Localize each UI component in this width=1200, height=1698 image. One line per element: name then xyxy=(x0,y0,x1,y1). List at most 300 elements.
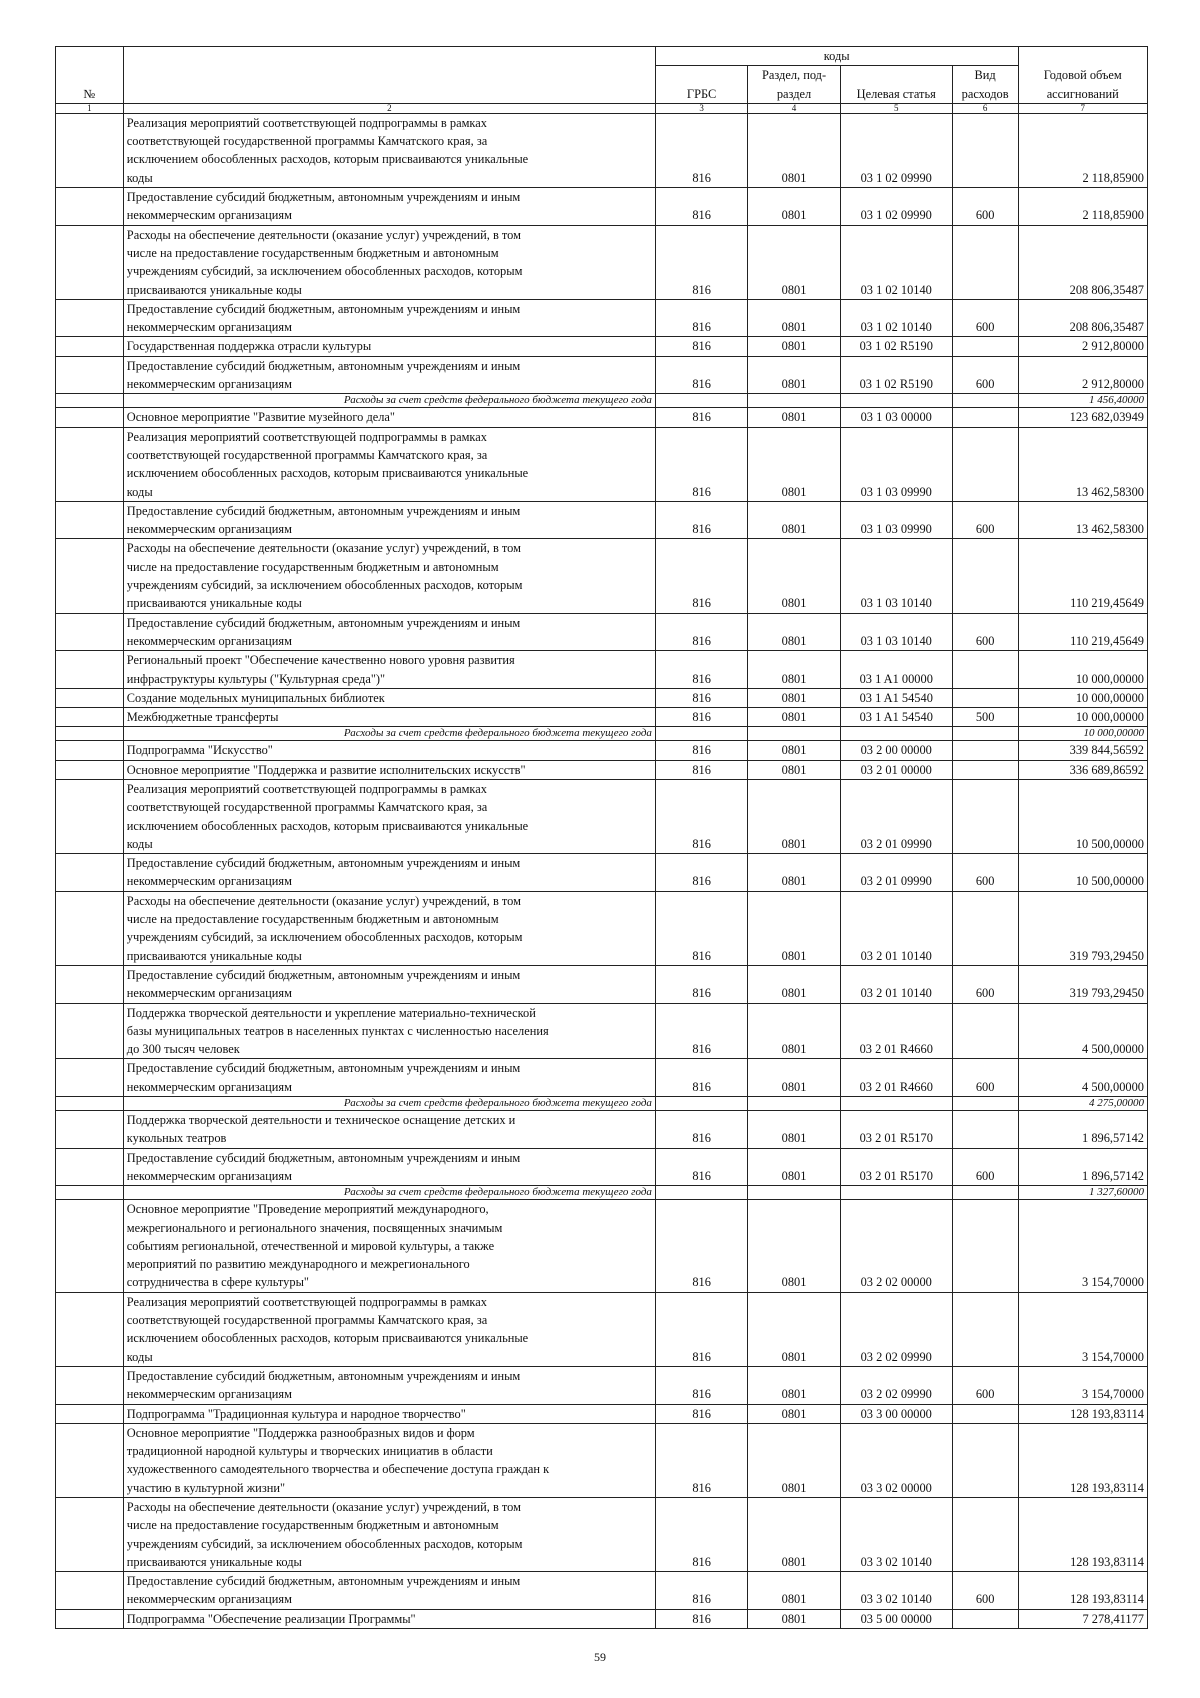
expense-type-cell xyxy=(952,891,1018,965)
grbs-cell: 816 xyxy=(655,1200,747,1293)
expense-type-cell: 600 xyxy=(952,613,1018,651)
row-number-cell xyxy=(56,1186,124,1200)
row-name-cell: Предоставление субсидий бюджетным, автономным учреждениям и иным некоммерческим организациям xyxy=(123,1572,655,1610)
grbs-cell: 816 xyxy=(655,1404,747,1423)
header-annual-volume: Годовой объем ассигнований xyxy=(1018,47,1148,104)
target-article-cell: 03 2 01 R5170 xyxy=(840,1111,952,1149)
target-article-cell: 03 1 03 09990 xyxy=(840,427,952,501)
target-article-cell xyxy=(840,727,952,741)
expense-type-cell xyxy=(952,113,1018,187)
target-article-cell: 03 1 02 09990 xyxy=(840,188,952,226)
section-cell: 0801 xyxy=(748,1366,840,1404)
row-name-cell: Предоставление субсидий бюджетным, автономным учреждениям и иным некоммерческим организациям xyxy=(123,965,655,1003)
row-number-cell xyxy=(56,1059,124,1097)
row-name-cell: Расходы на обеспечение деятельности (оказание услуг) учреждений, в том числе на предоставление государственным бюджетным и автономным учреждениям субсидий, за исключением обособленных расходов, которым присваиваются уникальные коды xyxy=(123,1497,655,1571)
row-number-cell xyxy=(56,356,124,394)
row-name-cell: Основное мероприятие "Развитие музейного дела" xyxy=(123,408,655,427)
row-number-cell xyxy=(56,394,124,408)
table-row xyxy=(56,501,1148,539)
column-number: 7 xyxy=(1018,103,1148,113)
table-row xyxy=(56,1292,1148,1366)
table-row xyxy=(56,854,1148,892)
row-number-cell xyxy=(56,854,124,892)
row-number-cell xyxy=(56,779,124,853)
section-cell: 0801 xyxy=(748,1111,840,1149)
amount-cell: 128 193,83114 xyxy=(1018,1497,1148,1571)
row-number-cell xyxy=(56,760,124,779)
row-number-cell xyxy=(56,1366,124,1404)
row-name-cell: Реализация мероприятий соответствующей подпрограммы в рамках соответствующей государственной программы Камчатского края, за исключением обособленных расходов, которым присваиваются уникальные коды xyxy=(123,427,655,501)
grbs-cell xyxy=(655,394,747,408)
amount-cell: 110 219,45649 xyxy=(1018,539,1148,613)
column-number: 1 xyxy=(56,103,124,113)
header-grbs: ГРБС xyxy=(655,66,747,104)
row-name-cell: Реализация мероприятий соответствующей подпрограммы в рамках соответствующей государственной программы Камчатского края, за исключением обособленных расходов, которым присваиваются уникальные коды xyxy=(123,1292,655,1366)
expense-type-cell: 600 xyxy=(952,356,1018,394)
row-name-cell: Подпрограмма "Традиционная культура и народное творчество" xyxy=(123,1404,655,1423)
row-name-cell: Предоставление субсидий бюджетным, автономным учреждениям и иным некоммерческим организациям xyxy=(123,188,655,226)
row-name-cell: Расходы за счет средств федерального бюджета текущего года xyxy=(123,394,655,408)
section-cell: 0801 xyxy=(748,1609,840,1628)
row-name-cell: Подпрограмма "Искусство" xyxy=(123,741,655,760)
row-number-cell xyxy=(56,1423,124,1497)
amount-cell: 1 896,57142 xyxy=(1018,1148,1148,1186)
expense-type-cell: 600 xyxy=(952,1366,1018,1404)
section-cell xyxy=(748,1186,840,1200)
section-cell: 0801 xyxy=(748,299,840,337)
row-number-cell xyxy=(56,741,124,760)
grbs-cell: 816 xyxy=(655,427,747,501)
row-number-cell xyxy=(56,688,124,707)
row-name-cell: Предоставление субсидий бюджетным, автономным учреждениям и иным некоммерческим организациям xyxy=(123,854,655,892)
row-name-cell: Предоставление субсидий бюджетным, автономным учреждениям и иным некоммерческим организациям xyxy=(123,501,655,539)
row-name-cell: Предоставление субсидий бюджетным, автономным учреждениям и иным некоммерческим организациям xyxy=(123,299,655,337)
table-row xyxy=(56,779,1148,853)
row-number-cell xyxy=(56,113,124,187)
amount-cell: 123 682,03949 xyxy=(1018,408,1148,427)
target-article-cell: 03 1 A1 54540 xyxy=(840,688,952,707)
header-number: № xyxy=(56,47,124,104)
expense-type-cell xyxy=(952,779,1018,853)
row-number-cell xyxy=(56,1148,124,1186)
amount-cell: 1 896,57142 xyxy=(1018,1111,1148,1149)
table-row xyxy=(56,356,1148,394)
amount-cell: 13 462,58300 xyxy=(1018,501,1148,539)
target-article-cell: 03 1 A1 54540 xyxy=(840,708,952,727)
expense-type-cell xyxy=(952,1497,1018,1571)
target-article-cell: 03 1 02 09990 xyxy=(840,113,952,187)
amount-cell: 2 912,80000 xyxy=(1018,337,1148,356)
section-cell: 0801 xyxy=(748,408,840,427)
row-name-cell: Создание модельных муниципальных библиотек xyxy=(123,688,655,707)
expense-type-cell xyxy=(952,1111,1018,1149)
row-number-cell xyxy=(56,1404,124,1423)
budget-table xyxy=(55,46,1148,1629)
row-number-cell xyxy=(56,1200,124,1293)
federal-budget-row xyxy=(56,1097,1148,1111)
row-number-cell xyxy=(56,1572,124,1610)
amount-cell: 3 154,70000 xyxy=(1018,1292,1148,1366)
target-article-cell: 03 2 02 00000 xyxy=(840,1200,952,1293)
row-number-cell xyxy=(56,891,124,965)
target-article-cell: 03 2 01 09990 xyxy=(840,779,952,853)
expense-type-cell: 600 xyxy=(952,501,1018,539)
amount-cell: 3 154,70000 xyxy=(1018,1366,1148,1404)
grbs-cell: 816 xyxy=(655,188,747,226)
row-name-cell: Подпрограмма "Обеспечение реализации Программы" xyxy=(123,1609,655,1628)
grbs-cell: 816 xyxy=(655,1003,747,1059)
row-number-cell xyxy=(56,408,124,427)
table-row xyxy=(56,891,1148,965)
table-row xyxy=(56,225,1148,299)
target-article-cell: 03 2 02 09990 xyxy=(840,1292,952,1366)
expense-type-cell xyxy=(952,394,1018,408)
row-number-cell xyxy=(56,1111,124,1149)
target-article-cell: 03 2 02 09990 xyxy=(840,1366,952,1404)
expense-type-cell xyxy=(952,408,1018,427)
row-name-cell: Расходы за счет средств федерального бюджета текущего года xyxy=(123,1097,655,1111)
target-article-cell: 03 1 02 10140 xyxy=(840,225,952,299)
amount-cell: 319 793,29450 xyxy=(1018,965,1148,1003)
amount-cell: 128 193,83114 xyxy=(1018,1404,1148,1423)
expense-type-cell: 600 xyxy=(952,965,1018,1003)
grbs-cell: 816 xyxy=(655,1497,747,1571)
grbs-cell xyxy=(655,727,747,741)
row-number-cell xyxy=(56,1292,124,1366)
row-name-cell: Основное мероприятие "Проведение мероприятий международного, межрегионального и регионального значения, посвященных значимым событиям региональной, отечественной и мировой культуры, а также мероприятий по развитию международного и межрегионального сотрудничества в сфере культуры" xyxy=(123,1200,655,1293)
row-number-cell xyxy=(56,1497,124,1571)
grbs-cell: 816 xyxy=(655,1059,747,1097)
grbs-cell: 816 xyxy=(655,501,747,539)
grbs-cell: 816 xyxy=(655,1292,747,1366)
amount-cell: 1 327,60000 xyxy=(1018,1186,1148,1200)
header-name xyxy=(123,47,655,104)
expense-type-cell xyxy=(952,225,1018,299)
row-number-cell xyxy=(56,188,124,226)
amount-cell: 4 500,00000 xyxy=(1018,1003,1148,1059)
section-cell: 0801 xyxy=(748,1059,840,1097)
row-name-cell: Реализация мероприятий соответствующей подпрограммы в рамках соответствующей государственной программы Камчатского края, за исключением обособленных расходов, которым присваиваются уникальные коды xyxy=(123,113,655,187)
target-article-cell: 03 2 01 10140 xyxy=(840,965,952,1003)
row-number-cell xyxy=(56,965,124,1003)
table-row xyxy=(56,299,1148,337)
grbs-cell: 816 xyxy=(655,337,747,356)
section-cell: 0801 xyxy=(748,1292,840,1366)
grbs-cell: 816 xyxy=(655,708,747,727)
expense-type-cell xyxy=(952,427,1018,501)
section-cell: 0801 xyxy=(748,779,840,853)
row-name-cell: Расходы за счет средств федерального бюджета текущего года xyxy=(123,727,655,741)
row-name-cell: Расходы на обеспечение деятельности (оказание услуг) учреждений, в том числе на предоставление государственным бюджетным и автономным учреждениям субсидий, за исключением обособленных расходов, которым присваиваются уникальные коды xyxy=(123,539,655,613)
header-codes: коды xyxy=(655,47,1018,66)
column-number: 6 xyxy=(952,103,1018,113)
grbs-cell xyxy=(655,1186,747,1200)
target-article-cell: 03 3 02 10140 xyxy=(840,1497,952,1571)
grbs-cell: 816 xyxy=(655,965,747,1003)
section-cell: 0801 xyxy=(748,613,840,651)
table-header xyxy=(56,47,1148,114)
target-article-cell: 03 2 01 R4660 xyxy=(840,1003,952,1059)
section-cell: 0801 xyxy=(748,539,840,613)
table-body xyxy=(56,113,1148,1628)
amount-cell: 208 806,35487 xyxy=(1018,225,1148,299)
section-cell: 0801 xyxy=(748,1148,840,1186)
section-cell: 0801 xyxy=(748,760,840,779)
page-number: 59 xyxy=(594,1650,606,1664)
expense-type-cell xyxy=(952,760,1018,779)
row-name-cell: Основное мероприятие "Поддержка разнообразных видов и форм традиционной народной культуры и творческих инициатив в области художественного самодеятельного творчества и обеспечение доступа граждан к участию в культурной жизни" xyxy=(123,1423,655,1497)
target-article-cell: 03 1 03 00000 xyxy=(840,408,952,427)
row-name-cell: Предоставление субсидий бюджетным, автономным учреждениям и иным некоммерческим организациям xyxy=(123,1148,655,1186)
section-cell xyxy=(748,727,840,741)
target-article-cell: 03 1 02 R5190 xyxy=(840,356,952,394)
row-name-cell: Поддержка творческой деятельности и укрепление материально-технической базы муниципальных театров в населенных пунктах с численностью населения до 300 тысяч человек xyxy=(123,1003,655,1059)
section-cell: 0801 xyxy=(748,854,840,892)
amount-cell: 13 462,58300 xyxy=(1018,427,1148,501)
row-number-cell xyxy=(56,539,124,613)
section-cell: 0801 xyxy=(748,501,840,539)
row-name-cell: Межбюджетные трансферты xyxy=(123,708,655,727)
table-row xyxy=(56,1609,1148,1628)
amount-cell: 128 193,83114 xyxy=(1018,1572,1148,1610)
section-cell: 0801 xyxy=(748,356,840,394)
expense-type-cell: 600 xyxy=(952,1572,1018,1610)
section-cell xyxy=(748,394,840,408)
expense-type-cell xyxy=(952,337,1018,356)
federal-budget-row xyxy=(56,394,1148,408)
row-number-cell xyxy=(56,727,124,741)
target-article-cell: 03 2 01 R4660 xyxy=(840,1059,952,1097)
section-cell: 0801 xyxy=(748,965,840,1003)
section-cell: 0801 xyxy=(748,741,840,760)
column-number-row xyxy=(56,103,1148,113)
table-row xyxy=(56,539,1148,613)
grbs-cell: 816 xyxy=(655,1148,747,1186)
expense-type-cell: 600 xyxy=(952,188,1018,226)
section-cell: 0801 xyxy=(748,188,840,226)
table-row xyxy=(56,1423,1148,1497)
section-cell: 0801 xyxy=(748,708,840,727)
table-row xyxy=(56,337,1148,356)
target-article-cell: 03 3 02 00000 xyxy=(840,1423,952,1497)
section-cell: 0801 xyxy=(748,113,840,187)
column-number: 2 xyxy=(123,103,655,113)
expense-type-cell xyxy=(952,1200,1018,1293)
table-row xyxy=(56,1111,1148,1149)
target-article-cell: 03 2 01 00000 xyxy=(840,760,952,779)
row-name-cell: Поддержка творческой деятельности и техническое оснащение детских и кукольных театров xyxy=(123,1111,655,1149)
grbs-cell: 816 xyxy=(655,408,747,427)
amount-cell: 10 000,00000 xyxy=(1018,708,1148,727)
row-name-cell: Предоставление субсидий бюджетным, автономным учреждениям и иным некоммерческим организациям xyxy=(123,1059,655,1097)
table-row xyxy=(56,408,1148,427)
amount-cell: 2 118,85900 xyxy=(1018,113,1148,187)
row-name-cell: Расходы за счет средств федерального бюджета текущего года xyxy=(123,1186,655,1200)
expense-type-cell xyxy=(952,1404,1018,1423)
header-section: Раздел, под-раздел xyxy=(748,66,840,104)
row-name-cell: Расходы на обеспечение деятельности (оказание услуг) учреждений, в том числе на предоставление государственным бюджетным и автономным учреждениям субсидий, за исключением обособленных расходов, которым присваиваются уникальные коды xyxy=(123,891,655,965)
grbs-cell: 816 xyxy=(655,779,747,853)
column-number: 3 xyxy=(655,103,747,113)
amount-cell: 2 912,80000 xyxy=(1018,356,1148,394)
section-cell: 0801 xyxy=(748,891,840,965)
row-number-cell xyxy=(56,613,124,651)
section-cell: 0801 xyxy=(748,688,840,707)
table-row xyxy=(56,1497,1148,1571)
grbs-cell: 816 xyxy=(655,741,747,760)
row-number-cell xyxy=(56,651,124,689)
amount-cell: 4 500,00000 xyxy=(1018,1059,1148,1097)
amount-cell: 4 275,00000 xyxy=(1018,1097,1148,1111)
federal-budget-row xyxy=(56,727,1148,741)
expense-type-cell: 600 xyxy=(952,299,1018,337)
target-article-cell: 03 3 02 10140 xyxy=(840,1572,952,1610)
row-name-cell: Предоставление субсидий бюджетным, автономным учреждениям и иным некоммерческим организациям xyxy=(123,1366,655,1404)
row-name-cell: Основное мероприятие "Поддержка и развитие исполнительских искусств" xyxy=(123,760,655,779)
row-number-cell xyxy=(56,501,124,539)
amount-cell: 208 806,35487 xyxy=(1018,299,1148,337)
expense-type-cell xyxy=(952,1609,1018,1628)
expense-type-cell xyxy=(952,688,1018,707)
target-article-cell: 03 1 A1 00000 xyxy=(840,651,952,689)
expense-type-cell: 600 xyxy=(952,854,1018,892)
grbs-cell: 816 xyxy=(655,1366,747,1404)
section-cell: 0801 xyxy=(748,1404,840,1423)
row-number-cell xyxy=(56,299,124,337)
amount-cell: 10 000,00000 xyxy=(1018,651,1148,689)
amount-cell: 10 500,00000 xyxy=(1018,779,1148,853)
target-article-cell: 03 2 01 09990 xyxy=(840,854,952,892)
amount-cell: 339 844,56592 xyxy=(1018,741,1148,760)
section-cell: 0801 xyxy=(748,1497,840,1571)
grbs-cell: 816 xyxy=(655,539,747,613)
target-article-cell: 03 2 01 R5170 xyxy=(840,1148,952,1186)
expense-type-cell xyxy=(952,1186,1018,1200)
row-name-cell: Предоставление субсидий бюджетным, автономным учреждениям и иным некоммерческим организациям xyxy=(123,356,655,394)
table-row xyxy=(56,427,1148,501)
expense-type-cell xyxy=(952,1423,1018,1497)
table-row xyxy=(56,1200,1148,1293)
row-number-cell xyxy=(56,1003,124,1059)
column-number: 5 xyxy=(840,103,952,113)
row-number-cell xyxy=(56,1609,124,1628)
amount-cell: 128 193,83114 xyxy=(1018,1423,1148,1497)
row-number-cell xyxy=(56,1097,124,1111)
expense-type-cell: 600 xyxy=(952,1059,1018,1097)
grbs-cell: 816 xyxy=(655,688,747,707)
target-article-cell: 03 2 01 10140 xyxy=(840,891,952,965)
table-row xyxy=(56,1404,1148,1423)
expense-type-cell: 500 xyxy=(952,708,1018,727)
section-cell: 0801 xyxy=(748,651,840,689)
amount-cell: 10 500,00000 xyxy=(1018,854,1148,892)
grbs-cell: 816 xyxy=(655,225,747,299)
amount-cell: 10 000,00000 xyxy=(1018,727,1148,741)
row-name-cell: Расходы на обеспечение деятельности (оказание услуг) учреждений, в том числе на предоставление государственным бюджетным и автономным учреждениям субсидий, за исключением обособленных расходов, которым присваиваются уникальные коды xyxy=(123,225,655,299)
section-cell: 0801 xyxy=(748,1572,840,1610)
grbs-cell: 816 xyxy=(655,1111,747,1149)
expense-type-cell xyxy=(952,1097,1018,1111)
target-article-cell: 03 1 03 10140 xyxy=(840,613,952,651)
federal-budget-row xyxy=(56,1186,1148,1200)
grbs-cell: 816 xyxy=(655,651,747,689)
amount-cell: 2 118,85900 xyxy=(1018,188,1148,226)
target-article-cell xyxy=(840,1186,952,1200)
table-row xyxy=(56,113,1148,187)
amount-cell: 7 278,41177 xyxy=(1018,1609,1148,1628)
table-row xyxy=(56,188,1148,226)
table-row xyxy=(56,760,1148,779)
table-row xyxy=(56,1148,1148,1186)
row-name-cell: Предоставление субсидий бюджетным, автономным учреждениям и иным некоммерческим организациям xyxy=(123,613,655,651)
target-article-cell: 03 1 03 09990 xyxy=(840,501,952,539)
amount-cell: 10 000,00000 xyxy=(1018,688,1148,707)
target-article-cell: 03 1 02 R5190 xyxy=(840,337,952,356)
table-row xyxy=(56,741,1148,760)
target-article-cell: 03 1 02 10140 xyxy=(840,299,952,337)
section-cell: 0801 xyxy=(748,427,840,501)
row-name-cell: Государственная поддержка отрасли культуры xyxy=(123,337,655,356)
grbs-cell: 816 xyxy=(655,113,747,187)
expense-type-cell xyxy=(952,539,1018,613)
expense-type-cell xyxy=(952,1003,1018,1059)
table-row xyxy=(56,708,1148,727)
grbs-cell: 816 xyxy=(655,854,747,892)
expense-type-cell: 600 xyxy=(952,1148,1018,1186)
amount-cell: 1 456,40000 xyxy=(1018,394,1148,408)
row-name-cell: Региональный проект "Обеспечение качественно нового уровня развития инфраструктуры культуры ("Культурная среда")" xyxy=(123,651,655,689)
target-article-cell xyxy=(840,1097,952,1111)
section-cell: 0801 xyxy=(748,337,840,356)
amount-cell: 319 793,29450 xyxy=(1018,891,1148,965)
header-target-article: Целевая статья xyxy=(840,66,952,104)
row-number-cell xyxy=(56,427,124,501)
grbs-cell: 816 xyxy=(655,356,747,394)
expense-type-cell xyxy=(952,1292,1018,1366)
grbs-cell: 816 xyxy=(655,1609,747,1628)
target-article-cell: 03 1 03 10140 xyxy=(840,539,952,613)
target-article-cell xyxy=(840,394,952,408)
section-cell: 0801 xyxy=(748,1200,840,1293)
target-article-cell: 03 3 00 00000 xyxy=(840,1404,952,1423)
section-cell: 0801 xyxy=(748,1003,840,1059)
amount-cell: 3 154,70000 xyxy=(1018,1200,1148,1293)
grbs-cell: 816 xyxy=(655,613,747,651)
grbs-cell: 816 xyxy=(655,1423,747,1497)
expense-type-cell xyxy=(952,741,1018,760)
row-number-cell xyxy=(56,708,124,727)
table-row xyxy=(56,1572,1148,1610)
section-cell: 0801 xyxy=(748,225,840,299)
table-row xyxy=(56,965,1148,1003)
amount-cell: 336 689,86592 xyxy=(1018,760,1148,779)
grbs-cell: 816 xyxy=(655,1572,747,1610)
grbs-cell: 816 xyxy=(655,299,747,337)
table-row xyxy=(56,1003,1148,1059)
expense-type-cell xyxy=(952,651,1018,689)
target-article-cell: 03 2 00 00000 xyxy=(840,741,952,760)
header-expense-type: Вид расходов xyxy=(952,66,1018,104)
table-row xyxy=(56,613,1148,651)
grbs-cell xyxy=(655,1097,747,1111)
table-row xyxy=(56,651,1148,689)
table-row xyxy=(56,688,1148,707)
grbs-cell: 816 xyxy=(655,891,747,965)
section-cell xyxy=(748,1097,840,1111)
budget-sheet xyxy=(55,46,1148,1629)
amount-cell: 110 219,45649 xyxy=(1018,613,1148,651)
target-article-cell: 03 5 00 00000 xyxy=(840,1609,952,1628)
